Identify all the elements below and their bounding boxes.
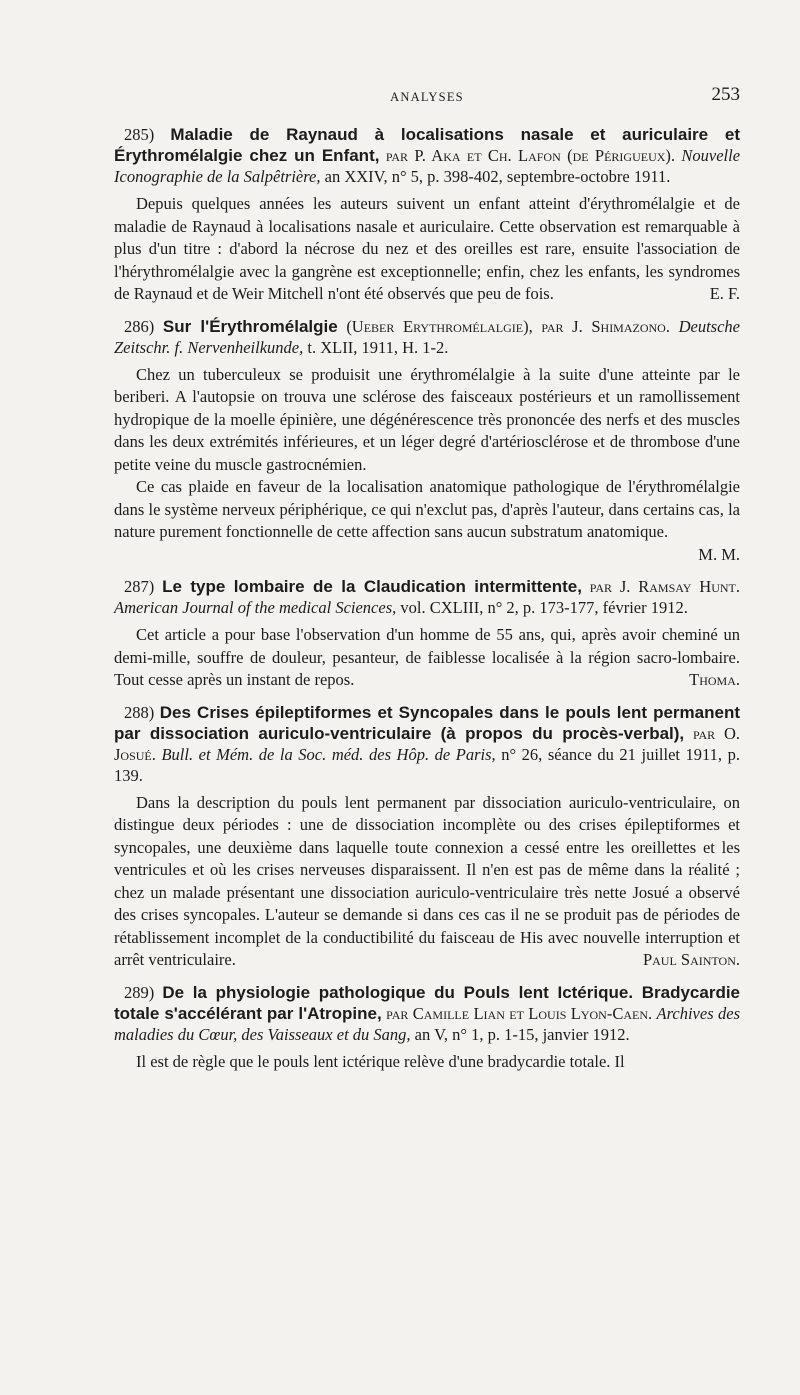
- entry-paragraph: [114, 193, 740, 306]
- entry-citation: [114, 316, 740, 358]
- entry-title: Sur l'Érythromélalgie: [162, 316, 338, 336]
- entry-number: 289): [124, 982, 155, 1002]
- entry-paragraph-text: Cet article a pour base l'observation d'un homme de 55 ans, qui, après avoir cheminé un demi-mille, souffre de douleur, pesanteur, de faiblesse localisée à la région sacro-lombaire. Tout cesse après un instant de repos.: [114, 625, 740, 689]
- entry-paragraph: [114, 1051, 740, 1074]
- entry-citation: [114, 702, 740, 786]
- entry-authors: par O. Josué.: [114, 723, 740, 764]
- entry-journal: Nouvelle Iconographie de la Salpêtrière,: [114, 146, 741, 186]
- abstract-entry: [114, 576, 740, 692]
- entry-paragraph: [114, 364, 740, 477]
- entry-details: t. XLII, 1911, H. 1-2.: [307, 337, 449, 357]
- entry-title: Des Crises épileptiformes et Syncopales dans le pouls lent permanent par dissociation auriculo-ventriculaire (à propos du procès-verbal),: [114, 702, 741, 743]
- entry-journal: Bull. et Mém. de la Soc. méd. des Hôp. de Paris,: [161, 744, 496, 764]
- entry-paragraph-text: Dans la description du pouls lent permanent par dissociation auriculo-ventriculaire, on distingue deux périodes : une de dissociation incomplète ou des crises épileptiformes et syncopales, une deuxième dans laquelle toute connexion a cessé entre les oreillettes et les ventricules et où les crises nerveuses disparaissent. Il n'en est pas de même dans la réalité ; chez un malade présentant une dissociation auriculo-ventriculaire très nette Josué a observé des crises syncopales. L'auteur se demande si dans ces cas il ne se produit pas de périodes de rétablissement incomplet de la conductibilité du faisceau de His avec nouvelle interruption et arrêt ventriculaire.: [114, 792, 740, 969]
- entry-title: Maladie de Raynaud à localisations nasale et auriculaire et Érythromélalgie chez un Enfant,: [114, 125, 740, 165]
- entry-paragraph-text: Ce cas plaide en faveur de la localisation anatomique pathologique de l'érythromélalgie dans le système nerveux périphérique, ce qui n'exclut pas, d'après l'auteur, dans certains cas, la nature purement fonctionnelle de cette affection sans aucun substratum anatomique.: [114, 477, 740, 541]
- entry-details: vol. CXLIII, n° 2, p. 173-177, février 1912.: [400, 598, 688, 617]
- abstract-entry: [114, 982, 740, 1074]
- entry-signature: Paul Sainton.: [642, 950, 740, 969]
- abstract-entry: [114, 124, 740, 306]
- entry-authors: par J. Ramsay Hunt.: [589, 577, 741, 596]
- entry-details: n° 26, séance du 21 juillet 1911, p. 139.: [114, 744, 740, 785]
- entry-signature: E. F.: [709, 284, 740, 303]
- entry-signature: M. M.: [698, 544, 740, 564]
- entry-authors: par Camille Lian et Louis Lyon-Caen.: [386, 1003, 653, 1023]
- entry-authors: (Ueber Erythromélalgie), par J. Shimazono.: [346, 316, 670, 336]
- entry-paragraph-text: Chez un tuberculeux se produisit une érythromélalgie à la suite d'une atteinte par le beriberi. A l'autopsie on trouva une sclérose des faisceaux postérieurs et un ramollissement hydropique de la moelle épinière, une dégénérescence très prononcée des nerfs et des muscles dans les deux extrémités inférieures, et un léger degré d'artériosclérose et de thrombose d'une petite veine du muscle gastrocnémien.: [114, 364, 740, 474]
- entry-journal: Archives des maladies du Cœur, des Vaisseaux et du Sang,: [114, 1003, 741, 1044]
- entry-signature: Thoma.: [689, 670, 740, 689]
- entry-number: 285): [124, 125, 155, 144]
- entry-number: 286): [124, 316, 155, 336]
- entry-details: an V, n° 1, p. 1-15, janvier 1912.: [414, 1024, 630, 1044]
- entry-citation: [114, 124, 740, 187]
- entry-journal: Deutsche Zeitschr. f. Nervenheilkunde,: [114, 316, 741, 357]
- entry-paragraph-text: Depuis quelques années les auteurs suivent un enfant atteint d'érythromélalgie et de maladie de Raynaud à localisations nasale et auriculaire. Cette observation est remarquable à plus d'un titre : d'abord la nécrose du nez et des oreilles est rare, ensuite l'association de l'hérythromélalgie avec la gangrène est exceptionnelle; enfin, chez les enfants, les syndromes de Raynaud et de Weir Mitchell n'ont été observés que peu de fois.: [114, 194, 740, 303]
- entry-number: 287): [124, 577, 155, 596]
- page: [114, 84, 740, 1073]
- entry-details: an XXIV, n° 5, p. 398-402, septembre-octobre 1911.: [324, 167, 671, 186]
- abstract-entry: [114, 316, 740, 567]
- page-number: 253: [711, 84, 740, 105]
- entry-paragraph: [114, 792, 740, 972]
- entry-journal: American Journal of the medical Sciences,: [114, 598, 397, 617]
- entry-citation: [114, 576, 740, 618]
- entry-title: Le type lombaire de la Claudication intermittente,: [162, 577, 582, 596]
- entry-citation: [114, 982, 740, 1045]
- entry-paragraph: [114, 476, 740, 564]
- entry-paragraph-text: Il est de règle que le pouls lent ictérique relève d'une bradycardie totale. Il: [136, 1051, 625, 1071]
- entry-authors: par P. Aka et Ch. Lafon (de Périgueux).: [385, 146, 676, 165]
- entry-title: De la physiologie pathologique du Pouls lent Ictérique. Bradycardie totale s'accélérant par l'Atropine,: [114, 982, 741, 1023]
- entry-number: 288): [124, 702, 155, 722]
- entry-paragraph: [114, 624, 740, 692]
- abstract-entry: [114, 702, 740, 972]
- page-header: [114, 84, 740, 114]
- running-title: ANALYSES: [390, 90, 464, 104]
